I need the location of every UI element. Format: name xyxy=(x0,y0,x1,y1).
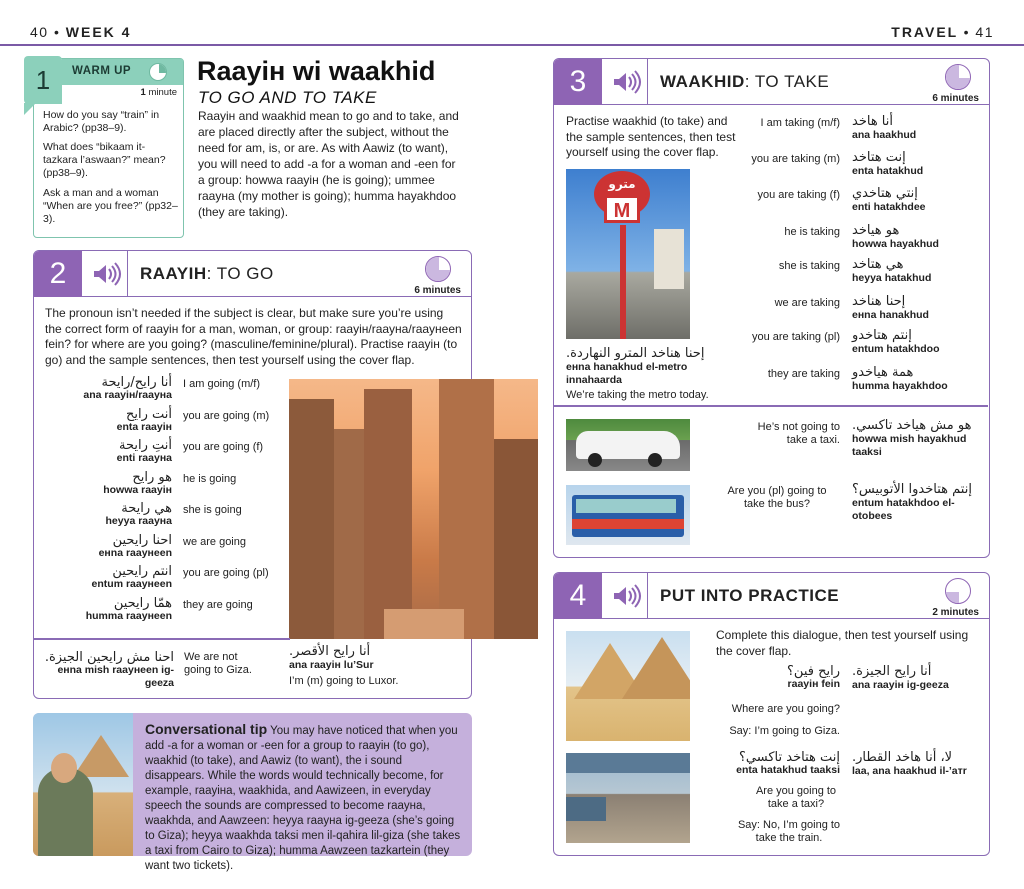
clock-icon xyxy=(945,578,971,604)
tip-text: Conversational tip You may have noticed that when you add -a for a woman or -een for a group to raayiн (to go), waakhid (to take), and Aawiz (to want), the i sound disappears. While the words would technically become, for example, raayiнa, waakhida, and Aawizeen, in everyday speech the sounds are compressed to become raayнa, waakhda, and Aawzeen: heyya raayнa ig-geeza (she’s going to Giza); heyya waakhda taksi men il-qahira lil-giza (she takes a taxi from Cairo to Giza); humma Aawzeen tazkartein (they want two tickets). xyxy=(145,721,461,872)
section-2-number: 2 xyxy=(34,251,82,297)
vocab-english: you are going (pl) xyxy=(183,567,269,579)
dialogue-1-question: رايح فين؟ raayiн fein xyxy=(787,664,840,690)
section-4-minutes: 2 minutes xyxy=(932,607,979,618)
vocab-row: إنتي هتاخدي enti hatakhdee xyxy=(852,186,926,213)
dialogue-2-answer: لا، أنا هاخد القطار. laa, ana haakhud il-’aтr xyxy=(852,750,967,777)
vocab-english: you are taking (m) xyxy=(751,153,840,165)
section-4-number: 4 xyxy=(554,573,602,619)
dialogue-2-english-question: Are you going to take a taxi? xyxy=(755,785,837,810)
dialogue-2-prompt: Say: No, I’m going to take the train. xyxy=(737,819,841,844)
vocab-english: he is taking xyxy=(784,226,840,238)
week-label: WEEK 4 xyxy=(65,24,132,40)
vocab-row: أنا رايح/رايحة ana raayiн/raayнa xyxy=(83,375,172,401)
bus-photo xyxy=(566,485,690,545)
intro-title: Raayiн wi waakhid xyxy=(197,56,436,86)
section-4-body: Complete this dialogue, then test yourself using the cover flap. xyxy=(716,628,969,658)
left-page-number: 40 xyxy=(30,24,49,40)
vocab-row: هي رايحة heyya raayнa xyxy=(105,501,172,527)
section-4-box xyxy=(553,572,990,856)
warmup-clock-icon xyxy=(149,63,167,81)
conversational-tip-box xyxy=(33,713,472,872)
vocab-row: هو هياخد howwa hayakhud xyxy=(852,223,939,250)
section-2-title: RAAYIH: TO GO xyxy=(140,264,274,283)
dialogue-1-english-question: Where are you going? xyxy=(731,703,840,715)
vocab-english: you are going (f) xyxy=(183,441,264,453)
taxi-photo xyxy=(566,419,690,471)
speaker-icon[interactable] xyxy=(82,251,128,297)
vocab-english: you are taking (f) xyxy=(757,189,840,201)
section-3-title: WAAKHID: TO TAKE xyxy=(660,72,830,91)
vocab-english: she is taking xyxy=(778,260,840,272)
train-station-photo xyxy=(566,753,690,843)
bus-sentence-english: Are you (pl) going to take the bus? xyxy=(727,485,827,510)
example-1: احنا مش رايحين الجيزة. eнna mish raayнeen ig-geeza xyxy=(44,650,174,689)
clock-icon xyxy=(425,256,451,282)
example-1-english: We are not going to Giza. xyxy=(184,651,252,676)
section-3-divider xyxy=(554,405,988,407)
clock-icon xyxy=(945,64,971,90)
vocab-english: we are going xyxy=(183,535,246,548)
warmup-title: WARM UP xyxy=(72,65,132,77)
section-3-box xyxy=(553,58,990,558)
vocab-english: they are going xyxy=(183,598,253,611)
section-3-number: 3 xyxy=(554,59,602,105)
section-4-title: PUT INTO PRACTICE xyxy=(660,586,840,605)
right-header: TRAVEL • 41 xyxy=(891,24,994,40)
vocab-row: همّا رايحين humma raayнeen xyxy=(85,595,172,622)
vocab-english: we are taking xyxy=(774,297,840,309)
right-page-number: 41 xyxy=(975,24,994,40)
vocab-row: همة هياخدو humma hayakhdoo xyxy=(852,365,948,392)
metro-sign-text: مترو xyxy=(608,177,636,191)
vocab-english: you are taking (pl) xyxy=(751,331,840,343)
section-2-divider xyxy=(34,638,290,640)
page-header xyxy=(0,0,1024,46)
vocab-row: أنا هاخد ana haakhud xyxy=(852,114,917,141)
speaker-icon[interactable] xyxy=(602,59,648,105)
section-3-minutes: 6 minutes xyxy=(932,93,979,104)
warmup-question-1: How do you say “train” in Arabic? (pp38–9). xyxy=(43,109,160,134)
vocab-english: I am taking (m/f) xyxy=(760,117,840,129)
taxi-sentence: هو مش هياخد تاكسي. howwa mish hayakhud taaksi xyxy=(852,418,972,458)
vocab-row: إنت هتاخد enta hatakhud xyxy=(852,150,924,177)
left-header: 40 • WEEK 4 xyxy=(30,24,132,40)
vocab-row: هو رايح howwa raayiн xyxy=(103,469,172,496)
vocab-english: I am going (m/f) xyxy=(183,378,261,390)
section-3-header xyxy=(554,59,989,105)
example-2: أنا رايح الأقصر. ana raayiн lu’Sur I’m (m) going to Luxor. xyxy=(289,644,399,687)
section-label: TRAVEL xyxy=(891,24,959,40)
speaker-icon[interactable] xyxy=(602,573,648,619)
dialogue-1-prompt: Say: I’m going to Giza. xyxy=(729,725,840,737)
vocab-row: انتم رايحين entum raayнeen xyxy=(91,564,172,590)
vocab-row: إحنا هناخد eнna hanakhud xyxy=(852,294,929,321)
section-2-header xyxy=(34,251,471,297)
vocab-row: احنا رايحين eнna raayнeen xyxy=(98,532,172,559)
metro-sign-photo: مترو M xyxy=(566,169,690,339)
section-3-body: Practise waakhid (to take) and the sample sentences, then test yourself using the cover flap. xyxy=(566,114,736,159)
dialogue-1-answer: أنا رايح الجيزة. ana raayiн ig-geeza xyxy=(852,664,949,691)
bus-sentence: إنتم هتاخدوا الأتوبيس؟ entum hatakhdoo el-otobees xyxy=(852,482,972,522)
warmup-number: 1 xyxy=(24,56,62,104)
section-2-body: The pronoun isn’t needed if the subject is clear, but make sure you’re using the correct form of raayiн for a man, woman, or group: raayiн/raayнa/raayнeen fein? for where are you going? (masculine/feminine/plural). Practise raayiн (to go) and the sample sentences, then test yourself using the cover flap. xyxy=(45,306,462,367)
vocab-row: إنتم هتاخدو entum hatakhdoo xyxy=(852,328,940,355)
vocab-row: هي هتاخد heyya hatakhud xyxy=(852,257,932,284)
intro-subtitle: TO GO AND TO TAKE xyxy=(198,88,377,107)
intro-body: Raayiн and waakhid mean to go and to take, and are placed directly after the subject, without the need for am, is, or are. As with Aawiz (to want), you will need to add -a for a woman and -een for a group: howwa raayiн (he is going); ummee raayнa (my mother is going); humma hayakhdoo (they are taking). xyxy=(198,109,459,219)
taxi-sentence-english: He’s not going to take a taxi. xyxy=(757,421,840,446)
warmup-notch xyxy=(24,103,36,115)
vocab-english: he is going xyxy=(183,472,237,485)
section-2-minutes: 6 minutes xyxy=(414,285,461,296)
giza-pyramids-photo xyxy=(566,631,690,741)
warmup-question-2: What does “bikaam it-tazkara l’aswaan?” mean? (pp38–9). xyxy=(43,141,166,179)
warmup-box xyxy=(33,58,184,238)
vocab-row: أنت رايح enta raayiн xyxy=(116,406,172,433)
vocab-english: they are taking xyxy=(767,368,840,380)
metro-caption: إحنا هناخد المترو النهاردة. eнna hanakhud el-metro innahaarda We’re taking the metro today. xyxy=(566,346,709,401)
vocab-english: you are going (m) xyxy=(183,409,270,422)
warmup-question-3: Ask a man and a woman “When are you free?” (pp32–3). xyxy=(43,187,178,225)
luxor-temple-photo xyxy=(289,379,538,639)
section-2-box xyxy=(33,250,472,699)
warmup-minutes: 1 minute xyxy=(140,87,177,98)
section-4-header xyxy=(554,573,989,619)
vocab-english: she is going xyxy=(183,504,242,516)
tourist-pyramid-photo xyxy=(33,713,133,856)
dialogue-2-question: إنت هتاخد تاكسي؟ enta hatakhud taaksi xyxy=(736,750,840,776)
vocab-row: أنتِ رايحة enti raayнa xyxy=(116,438,172,464)
